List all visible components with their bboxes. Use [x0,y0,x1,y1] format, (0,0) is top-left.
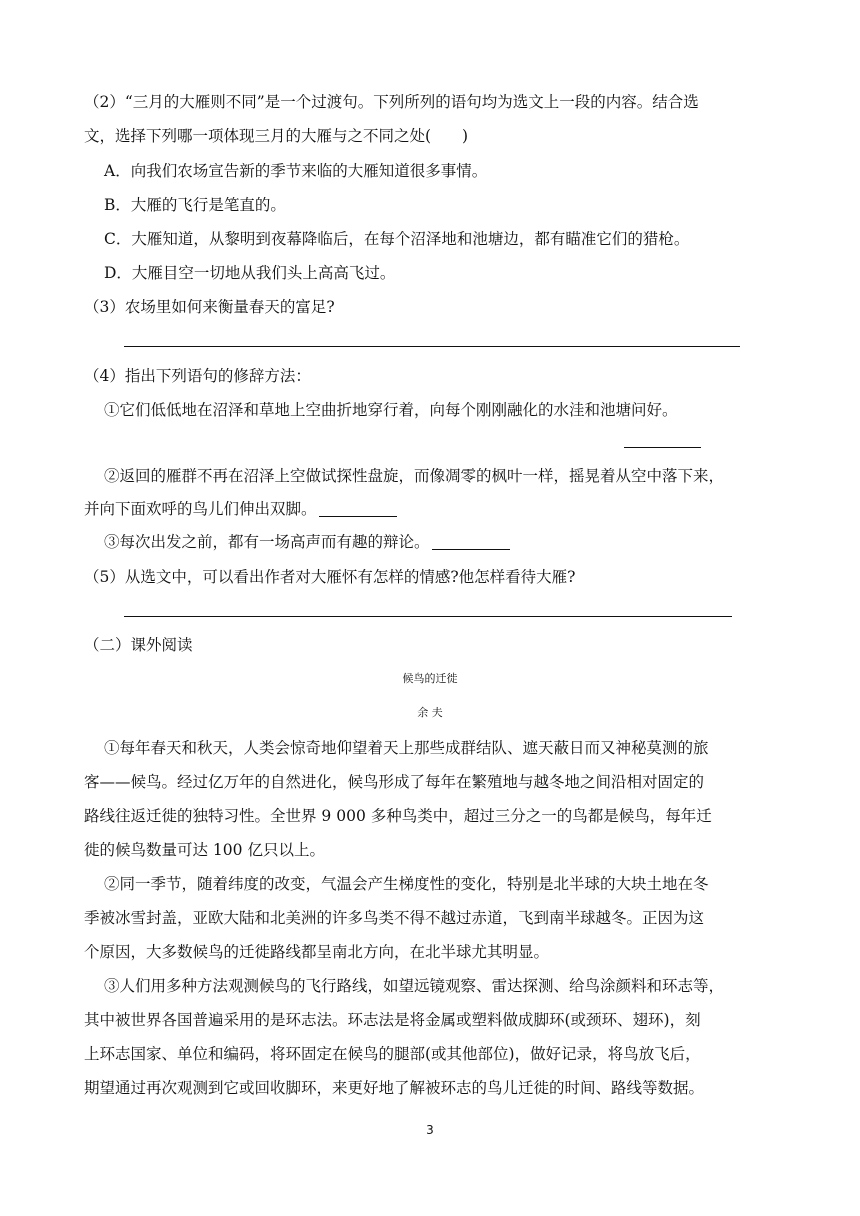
question-4-item-1: ①它们低低地在沼泽和草地上空曲折地穿行着，向每个刚刚融化的水洼和池塘问好。 [104,401,678,419]
question-5: （5）从选文中，可以看出作者对大雁怀有怎样的情感?他怎样看待大雁? [84,568,576,586]
page-number: 3 [426,1123,434,1137]
paragraph-1-line-4: 徙的候鸟数量可达 100 亿只以上。 [84,841,325,859]
paragraph-3-line-3: 上环志国家、单位和编码，将环固定在候鸟的腿部(或其他部位)，做好记录，将鸟放飞后， [84,1045,701,1063]
paragraph-2-line-3: 个原因，大多数候鸟的迁徙路线都呈南北方向，在北半球尤其明显。 [84,943,550,961]
article-title: 候鸟的迁徙 [402,672,458,685]
article-author: 余 夫 [417,706,443,719]
paragraph-1-line-2: 客——候鸟。经过亿万年的自然进化，候鸟形成了每年在繁殖地与越冬地之间沿相对固定的 [84,773,705,791]
option-b: B．大雁的飞行是笔直的。 [104,196,286,214]
answer-blank-item-2 [319,500,397,517]
question-4-item-2-line-2 [84,499,397,519]
paragraph-3-line-1: ③人们用多种方法观测候鸟的飞行路线，如望远镜观察、雷达探测、给鸟涂颜料和环志等， [104,977,725,995]
answer-blank-item-1 [624,447,701,448]
paragraph-2-line-1: ②同一季节，随着纬度的改变，气温会产生梯度性的变化，特别是北半球的大块土地在冬 [104,875,709,893]
question-4-item-3-text: ③每次出发之前，都有一场高声而有趣的辩论。 [104,533,430,551]
paragraph-3-line-2: 其中被世界各国普遍采用的是环志法。环志法是将金属或塑料做成脚环(或颈环、翅环)，刻 [84,1011,701,1029]
question-3: （3）农场里如何来衡量春天的富足? [84,298,335,316]
option-d: D．大雁目空一切地从我们头上高高飞过。 [104,264,396,282]
question-4-item-2-text: 并向下面欢呼的鸟儿们伸出双脚。 [84,500,317,518]
question-4-title: （4）指出下列语句的修辞方法： [84,367,311,385]
answer-blank-item-3 [432,533,510,550]
paragraph-3-line-4: 期望通过再次观测到它或回收脚环，来更好地了解被环志的鸟儿迁徙的时间、路线等数据。 [84,1079,705,1097]
paragraph-2-line-2: 季被冰雪封盖，亚欧大陆和北美洲的许多鸟类不得不越过赤道，飞到南半球越冬。正因为这 [84,909,705,927]
question-2-line-1: （2）“三月的大雁则不同”是一个过渡句。下列所列的语句均为选文上一段的内容。结合选 [84,93,699,111]
option-a: A．向我们农场宣告新的季节来临的大雁知道很多事情。 [104,162,488,180]
paragraph-1-line-3: 路线往返迁徙的独特习性。全世界 9 000 多种鸟类中，超过三分之一的鸟都是候鸟，每年迁 [84,807,712,825]
answer-line-q5 [124,616,732,617]
question-4-item-3 [104,532,510,552]
question-4-item-2-line-1: ②返回的雁群不再在沼泽上空做试探性盘旋，而像凋零的枫叶一样，摇晃着从空中落下来， [104,467,725,485]
answer-line-q3 [124,346,740,347]
option-c: C．大雁知道，从黎明到夜幕降临后，在每个沼泽地和池塘边，都有瞄准它们的猎枪。 [104,230,690,248]
question-2-line-2: 文，选择下列哪一项体现三月的大雁与之不同之处( ) [84,127,469,145]
section-heading: （二）课外阅读 [84,636,193,654]
paragraph-1-line-1: ①每年春天和秋天，人类会惊奇地仰望着天上那些成群结队、遮天蔽日而又神秘莫测的旅 [104,739,709,757]
